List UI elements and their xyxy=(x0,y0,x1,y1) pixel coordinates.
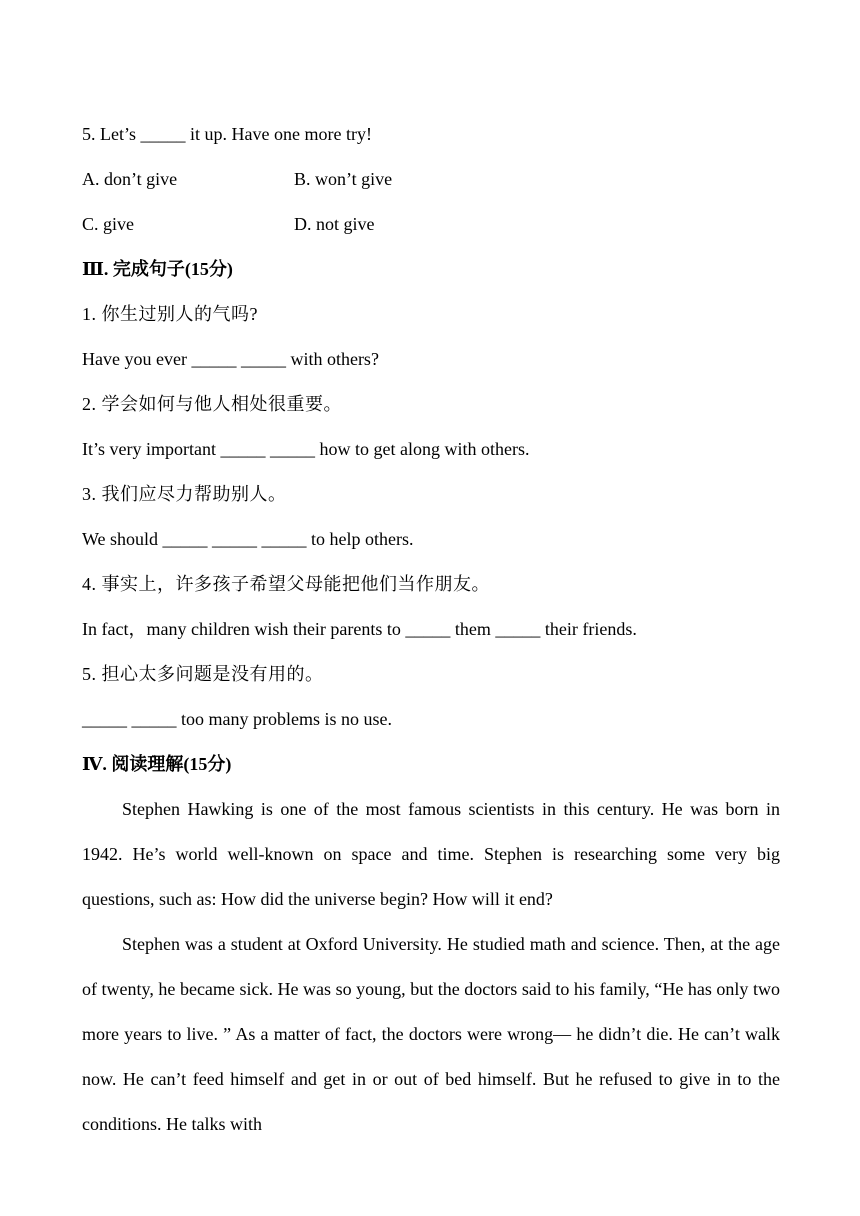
question-5-options-row-2 xyxy=(82,202,780,247)
sentence-1-english: Have you ever _____ _____ with others? xyxy=(82,349,379,369)
sentence-4-chinese: 4. 事实上，许多孩子希望父母能把他们当作朋友。 xyxy=(82,574,490,594)
sentence-3-chinese: 3. 我们应尽力帮助别人。 xyxy=(82,484,287,504)
sentence-5-chinese: 5. 担心太多问题是没有用的。 xyxy=(82,664,324,684)
sentence-3-english: We should _____ _____ _____ to help others. xyxy=(82,529,414,549)
sentence-1-chinese: 1. 你生过别人的气吗? xyxy=(82,304,258,324)
option-a: A. don’t give xyxy=(82,169,178,189)
reading-paragraph-2: Stephen was a student at Oxford University. He studied math and science. Then, at the age of twenty, he became sick. He was so young, but the doctors said to his family, “He has only two more years to live. ” As a matter of fact, the doctors were wrong— he didn’t die. He can’t walk now. He can’t feed himself and get in or out of bed himself. But he refused to give in to the conditions. He talks with xyxy=(82,934,780,1134)
question-5-stem: 5. Let’s _____ it up. Have one more try! xyxy=(82,124,372,144)
section-3-heading: Ⅲ. 完成句子(15分) xyxy=(82,259,233,279)
option-c: C. give xyxy=(82,214,134,234)
sentence-5-english: _____ _____ too many problems is no use. xyxy=(82,709,392,729)
sentence-4-english: In fact，many children wish their parents to _____ them _____ their friends. xyxy=(82,619,637,639)
question-5-options-row-1 xyxy=(82,157,780,202)
sentence-2-chinese: 2. 学会如何与他人相处很重要。 xyxy=(82,394,342,414)
reading-paragraph-1: Stephen Hawking is one of the most famous scientists in this century. He was born in 1942. He’s world well-known on space and time. Stephen is researching some very big questions, such as: How did the universe begin? How will it end? xyxy=(82,799,780,909)
worksheet-page xyxy=(82,112,780,1147)
section-4-heading: Ⅳ. 阅读理解(15分) xyxy=(82,754,232,774)
option-b: B. won’t give xyxy=(294,169,393,189)
sentence-2-english: It’s very important _____ _____ how to get along with others. xyxy=(82,439,530,459)
option-d: D. not give xyxy=(294,214,375,234)
